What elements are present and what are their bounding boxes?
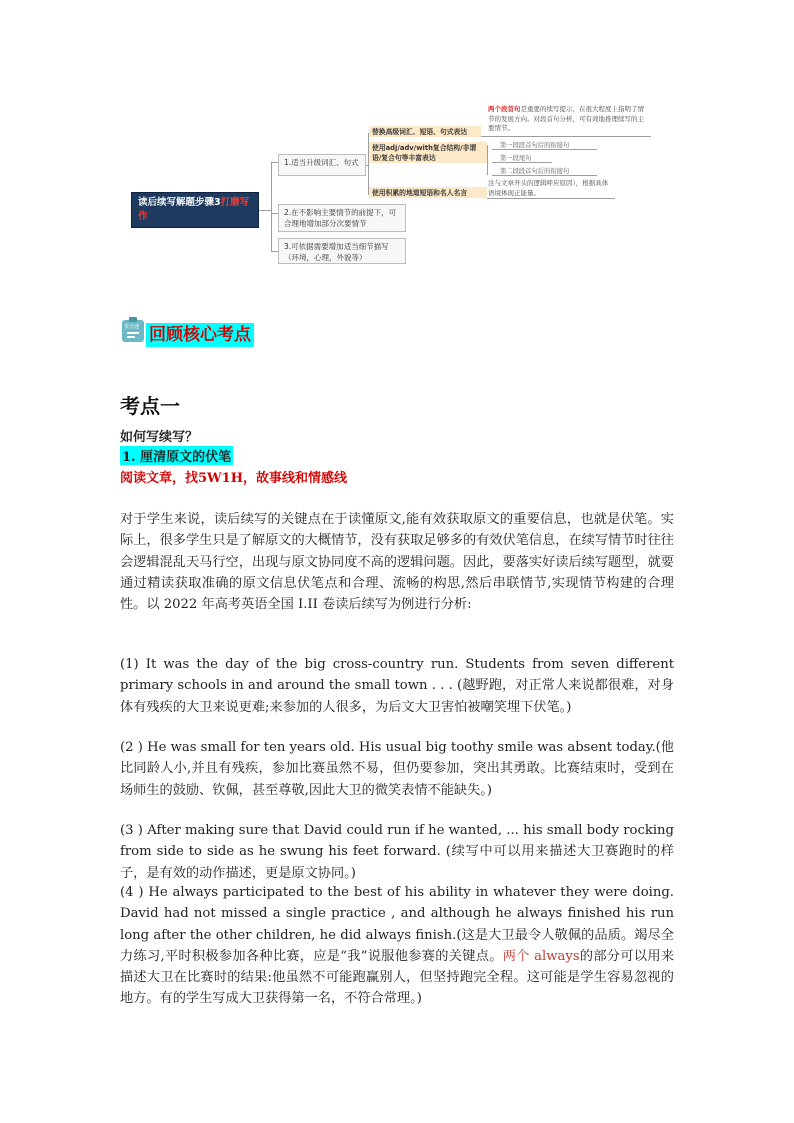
- mindmap-root: 读后续写解题步骤3打磨写作: [131, 192, 259, 228]
- connector: [492, 162, 552, 163]
- mindmap-leaf-3: 第二段段首句后的衔接句: [500, 168, 570, 175]
- mindmap-leaf-1: 第一段段首句后的衔接句: [500, 142, 570, 149]
- connector: [271, 162, 272, 252]
- section-banner-title: 回顾核心考点: [146, 323, 254, 347]
- connector: [487, 145, 488, 175]
- connector: [492, 175, 597, 176]
- connector: [271, 213, 278, 214]
- connector: [492, 149, 597, 150]
- section-heading: 考点一: [120, 394, 180, 418]
- list-item-subheading: 阅读文章，找5W1H，故事线和情感线: [120, 471, 347, 486]
- connector: [271, 162, 278, 163]
- list-item-heading: 1. 厘清原文的伏笔: [120, 446, 233, 465]
- mindmap-sub-3: 使用积累的地道短语和名人名言: [369, 187, 487, 198]
- connector: [271, 251, 278, 252]
- mindmap-branch-1: 1.适当升级词汇、句式: [278, 154, 366, 176]
- mindmap-note-top: 两个段首句是重要的续写提示，在很大程度上指明了情节的发展方向。对段首句分析，可有效地推理续写的主要情节。: [488, 105, 644, 132]
- paragraph-2: (2 ) He was small for ten years old. His usual big toothy smile was absent today.(他比同龄人小,并且有残疾，参加比赛虽然不易，但仍要参加，突出其勇敢。比赛结束时，受到在场师生的鼓励、钦佩，甚至尊敬,因此大卫的微笑表情不能缺失。): [120, 740, 674, 798]
- mindmap-leaf-2: 第一段尾句: [500, 155, 532, 162]
- mindmap-sub-1: 替换高级词汇、短语、句式表达: [369, 126, 481, 137]
- clipboard-icon: 要点速: [122, 320, 144, 342]
- connector: [481, 136, 651, 137]
- connector: [487, 198, 615, 199]
- mindmap-branch-3: 3.可依据需要增加适当细节描写（环境，心理，外貌等）: [278, 238, 406, 264]
- paragraph-4: (4 ) He always participated to the best of his ability in whatever they were doing. David had not missed a single practice , and although he always finished his run long after the other children, he did always finish.(这是大卫最令人敬佩的品质。竭尽全力练习,平时积极参加各种比赛，应是“我”说服他参赛的关键点。两个 always的部分可以用来描述大卫在比赛时的结果:他虽然不可能跑赢别人，但坚持跑完全程。这可能是学生容易忽视的地方。有的学生写成大卫获得第一名，不符合常理。): [120, 885, 675, 1007]
- intro-paragraph: 对于学生来说，读后续写的关键点在于读懂原文,能有效获取原文的重要信息，也就是伏笔。实际上，很多学生只是了解原文的大概情节，没有获取足够多的有效伏笔信息，在续写情节时往往会逻辑混乱天马行空，出现与原文协同度不高的逻辑问题。因此，要落实好读后续写题型，就要通过精读获取准确的原文信息伏笔点和合理、流畅的构思,然后串联情节,实现情节构建的合理性。以 2022 年高考英语全国 I.II 卷读后续写为例进行分析:: [120, 512, 674, 613]
- paragraph-1: (1) It was the day of the big cross-country run. Students from seven different primary schools in and around the small town . . . (越野跑，对正常人来说都很难，对身体有残疾的大卫来说更难;来参加的人很多，为后文大卫害怕被嘲笑埋下伏笔。): [120, 657, 674, 715]
- mindmap-sub-2: 使用adj/adv/with复合结构/非谓语/复合句等丰富表达: [369, 142, 487, 163]
- mindmap-branch-2: 2.在不影响主要情节的前提下，可合理地增加部分次要情节: [278, 204, 406, 232]
- question-heading: 如何写续写？: [120, 430, 199, 445]
- connector: [259, 210, 271, 211]
- paragraph-3: (3 ) After making sure that David could run if he wanted, ... his small body rocking from side to side as he swung his feet forward. (续写中可以用来描述大卫赛跑时的样子，是有效的动作描述，更是原文协同。): [120, 823, 674, 881]
- mindmap-note-bottom: 注与文章开头的逻辑呼应原因），根据具体语境体现正能量。: [488, 179, 609, 197]
